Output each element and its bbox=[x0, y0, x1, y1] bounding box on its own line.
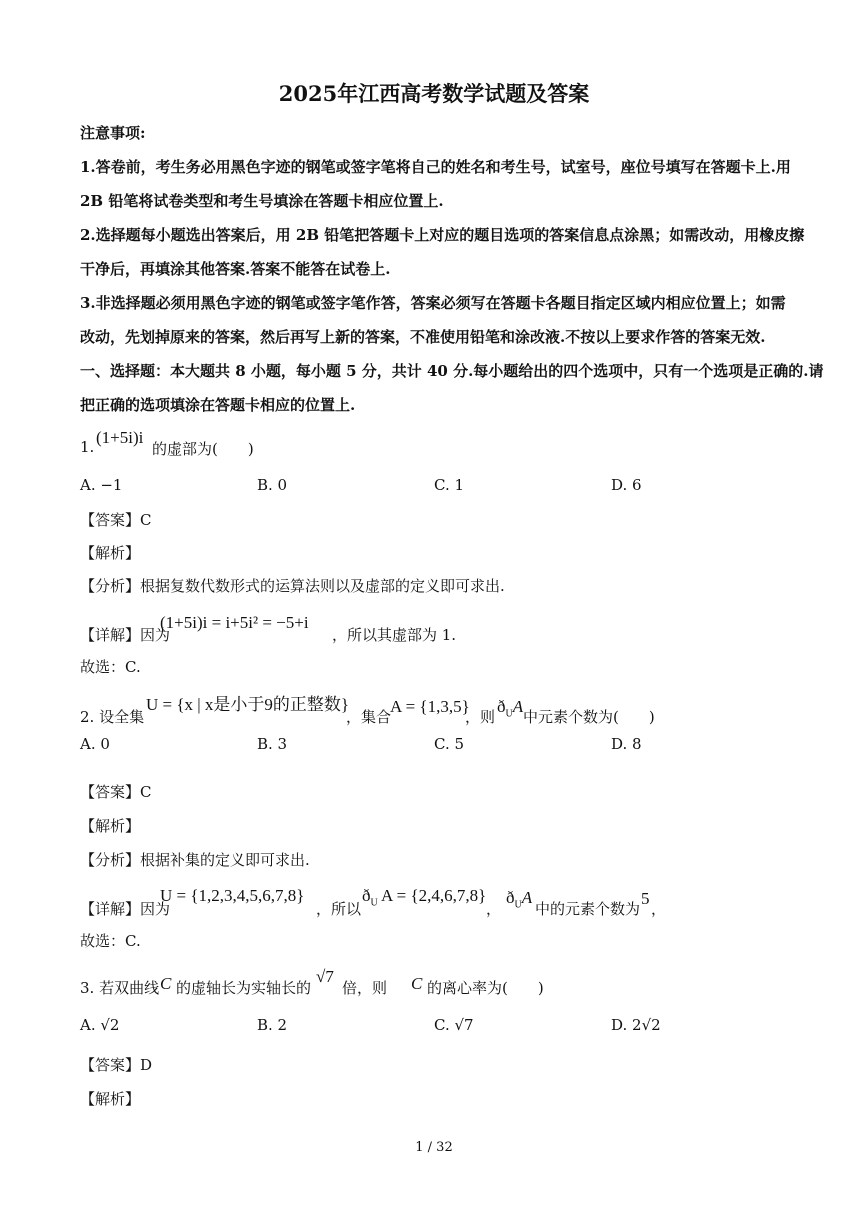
q2-tail: 中元素个数为( ) bbox=[523, 708, 655, 726]
q1-detail-label: 【详解】因为 bbox=[80, 626, 171, 644]
q2-then: ，则 bbox=[465, 708, 496, 726]
q1-conclusion: 故选：C. bbox=[80, 658, 141, 676]
q3-option-d: D. 2√2 bbox=[611, 1016, 661, 1034]
notice-line-2a: 2.选择题每小题选出答案后，用 2B 铅笔把答题卡上对应的题目选项的答案信息点涂黑；如需改动，用橡皮擦 bbox=[80, 226, 805, 244]
q3-jiexi: 【解析】 bbox=[80, 1090, 141, 1108]
notice-line-1a: 1.答卷前，考生务必用黑色字迹的钢笔或签字笔将自己的姓名和考生号，试室号，座位号填写在答题卡上.用 bbox=[80, 158, 791, 176]
page-title: 2025年江西高考数学试题及答案 bbox=[278, 81, 590, 106]
q2-jiexi: 【解析】 bbox=[80, 817, 141, 835]
q2-detail-comma: ， bbox=[486, 900, 502, 918]
q1-option-a: A. −1 bbox=[80, 476, 123, 494]
q1-answer: 【答案】C bbox=[80, 511, 152, 529]
q2-conclusion: 故选：C. bbox=[80, 932, 141, 950]
q2-option-c: C. 5 bbox=[434, 735, 465, 753]
q2-option-d: D. 8 bbox=[611, 735, 642, 753]
page-number: 1 / 32 bbox=[415, 1140, 453, 1155]
q1-number: 1. bbox=[80, 438, 95, 456]
q3-option-c: C. √7 bbox=[434, 1016, 474, 1034]
q2-number: 2. 设全集 bbox=[80, 708, 145, 726]
q2-detail-label: 【详解】因为 bbox=[80, 900, 171, 918]
q1-stem: 的虚部为( ) bbox=[152, 440, 254, 458]
q2-set-u: U = {x | x是小于9的正整数} bbox=[146, 695, 350, 714]
q3-option-a: A. √2 bbox=[80, 1016, 120, 1034]
q2-detail-u: U = {1,2,3,4,5,6,7,8} bbox=[160, 886, 305, 905]
q2-set-a: A = {1,3,5} bbox=[390, 697, 470, 716]
q1-option-b: B. 0 bbox=[257, 476, 288, 494]
q2-option-b: B. 3 bbox=[257, 735, 288, 753]
q3-number: 3. 若双曲线 bbox=[80, 979, 160, 997]
q3-stem-3: 的离心率为( ) bbox=[427, 979, 544, 997]
q2-detail-tail: 中的元素个数为 bbox=[535, 900, 641, 918]
q2-detail-complement: $ð_U$ A = {2,4,6,7,8} bbox=[362, 886, 487, 909]
q2-option-a: A. 0 bbox=[80, 735, 110, 753]
q3-var-c2: C bbox=[411, 974, 423, 993]
q3-option-b: B. 2 bbox=[257, 1016, 288, 1034]
notice-heading: 注意事项: bbox=[80, 124, 146, 142]
q3-stem-1: 的虚轴长为实轴长的 bbox=[176, 979, 312, 997]
notice-line-3a: 3.非选择题必须用黑色字迹的钢笔或签字笔作答，答案必须写在答题卡各题目指定区域内相应位置上；如需 bbox=[80, 294, 786, 312]
q2-detail-complement-2: $ð_UA$ bbox=[506, 888, 533, 911]
q1-expression: (1+5i)i bbox=[96, 428, 144, 447]
q2-detail-count: 5 bbox=[641, 889, 650, 908]
q3-answer: 【答案】D bbox=[80, 1056, 153, 1074]
q2-mid: ，集合 bbox=[346, 708, 392, 726]
q2-detail-end: ， bbox=[651, 900, 667, 918]
q1-jiexi: 【解析】 bbox=[80, 544, 141, 562]
q1-option-c: C. 1 bbox=[434, 476, 465, 494]
q2-detail-suoyi: ，所以 bbox=[316, 900, 362, 918]
section-line-1: 一、选择题：本大题共 8 小题，每小题 5 分，共计 40 分.每小题给出的四个选项中，只有一个选项是正确的.请 bbox=[80, 362, 824, 380]
section-line-2: 把正确的选项填涂在答题卡相应的位置上. bbox=[80, 396, 356, 414]
q1-fenxi: 【分析】根据复数代数形式的运算法则以及虚部的定义即可求出. bbox=[80, 577, 505, 595]
q1-detail-expression: (1+5i)i = i+5i² = −5+i bbox=[160, 613, 309, 632]
q3-var-c1: C bbox=[160, 974, 172, 993]
q1-detail-tail: ，所以其虚部为 1. bbox=[332, 626, 457, 644]
notice-line-3b: 改动，先划掉原来的答案，然后再写上新的答案，不准使用铅笔和涂改液.不按以上要求作答的答案无效. bbox=[80, 328, 766, 346]
q3-sqrt7: √7 bbox=[316, 967, 334, 986]
q2-fenxi: 【分析】根据补集的定义即可求出. bbox=[80, 851, 310, 869]
notice-line-1b: 2B 铅笔将试卷类型和考生号填涂在答题卡相应位置上. bbox=[80, 192, 444, 210]
notice-line-2b: 干净后，再填涂其他答案.答案不能答在试卷上. bbox=[80, 260, 391, 278]
q3-stem-2: 倍，则 bbox=[342, 979, 388, 997]
q1-option-d: D. 6 bbox=[611, 476, 642, 494]
q2-answer: 【答案】C bbox=[80, 783, 152, 801]
q2-complement-symbol: $ð_UA$ bbox=[497, 697, 524, 720]
